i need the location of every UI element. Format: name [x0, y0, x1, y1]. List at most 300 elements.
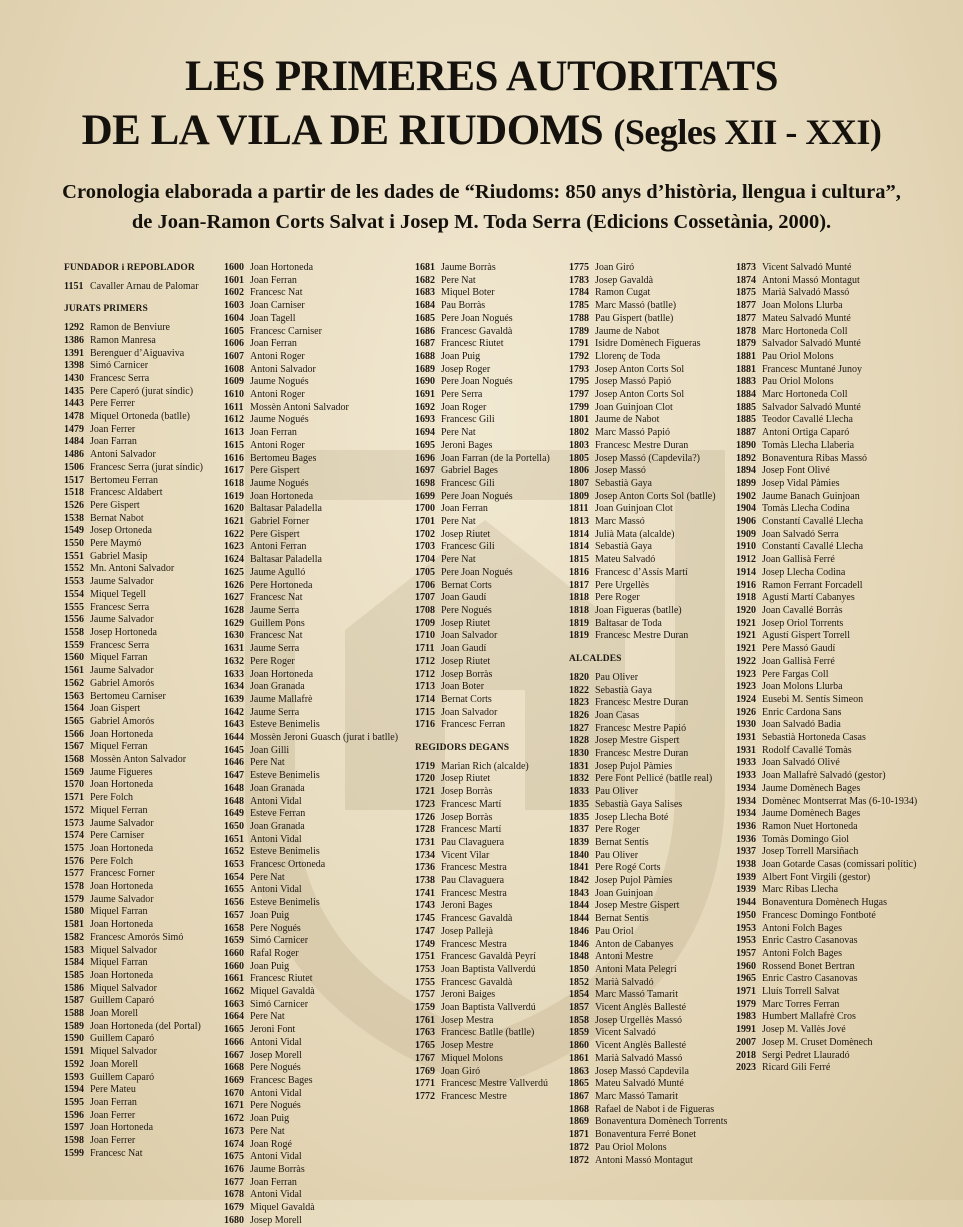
entry-year: 1983 [736, 1011, 756, 1023]
list-item [569, 989, 734, 1002]
entry-name: Joan Morell [90, 1058, 139, 1070]
list-item [736, 859, 936, 872]
list-item [415, 786, 570, 799]
entry-year: 1771 [415, 1078, 435, 1090]
entry-year: 1625 [224, 566, 244, 578]
entry-year: 1585 [64, 969, 84, 981]
entry-year: 1622 [224, 528, 244, 540]
entry-name: Antoni Ortiga Caparó [762, 427, 850, 439]
list-item [64, 894, 222, 907]
entry-name: Josep M. Vallès Jové [762, 1024, 846, 1036]
entry-name: Joan Gispert [90, 703, 141, 715]
entry-year: 1784 [569, 287, 589, 299]
entry-name: Joan Hortoneda [90, 842, 154, 854]
list-item [415, 719, 570, 732]
entry-name: Jaume Figueres [90, 766, 153, 778]
list-item [224, 516, 410, 529]
entry-year: 1579 [64, 893, 84, 905]
list-item [64, 424, 222, 437]
list-item [569, 389, 734, 402]
entry-year: 1685 [415, 312, 435, 324]
list-item [224, 1139, 410, 1152]
entry-year: 1749 [415, 938, 435, 950]
list-item [569, 1040, 734, 1053]
entry-year: 1759 [415, 1002, 435, 1014]
entry-name: Joan Ferran [250, 274, 297, 286]
entry-name: Francesc Gavaldà [441, 976, 513, 988]
entry-year: 1607 [224, 350, 244, 362]
entry-year: 1817 [569, 579, 589, 591]
entry-year: 1930 [736, 719, 756, 731]
list-item [569, 313, 734, 326]
entry-year: 1767 [415, 1052, 435, 1064]
entry-name: Miquel Gavaldà [250, 1202, 315, 1214]
entry-name: Francesc Mestra [441, 862, 507, 874]
list-item [569, 697, 734, 710]
list-item [736, 491, 936, 504]
list-item [224, 1088, 410, 1101]
entry-year: 1654 [224, 871, 244, 883]
entry-year: 1588 [64, 1008, 84, 1020]
entry-name: Bernat Corts [441, 693, 492, 705]
entry-year: 1921 [736, 643, 756, 655]
list-item [64, 983, 222, 996]
entry-name: Francesc Riutet [250, 973, 313, 985]
entry-year: 1887 [736, 427, 756, 439]
entry-year: 1663 [224, 998, 244, 1010]
list-item [736, 389, 936, 402]
entry-name: Pere Mateu [90, 1084, 136, 1096]
entry-year: 1603 [224, 300, 244, 312]
list-item [224, 935, 410, 948]
list-item [569, 326, 734, 339]
column-1 [64, 262, 222, 1161]
entry-year: 1835 [569, 798, 589, 810]
list-item [569, 300, 734, 313]
list-item [736, 630, 936, 643]
entry-year: 1852 [569, 976, 589, 988]
entry-name: Marc Massó Tamarit [595, 1091, 678, 1102]
list-item [64, 995, 222, 1008]
entry-year: 1814 [569, 528, 589, 540]
entry-year: 1574 [64, 830, 84, 842]
list-item [224, 287, 410, 300]
list-item [64, 1033, 222, 1046]
entry-year: 1716 [415, 719, 435, 731]
entry-year: 1632 [224, 655, 244, 667]
title-line-2 [0, 106, 963, 155]
entry-name: Joan Rogé [250, 1138, 292, 1150]
entry-name: Tomàs Llecha Llaberia [762, 439, 855, 451]
entry-year: 1822 [569, 684, 589, 696]
list-item [415, 643, 570, 656]
list-item [224, 338, 410, 351]
column-4 [569, 262, 734, 1167]
list-item [64, 525, 222, 538]
entry-name: Pere Gispert [250, 465, 300, 477]
list-item [64, 513, 222, 526]
entry-year: 1558 [64, 626, 84, 638]
list-item [736, 338, 936, 351]
entry-name: Joan Granada [250, 820, 305, 832]
entry-name: Francesc Mestre [441, 1091, 507, 1102]
list-item [415, 516, 570, 529]
entry-year: 1398 [64, 360, 84, 372]
entry-name: Bonaventura Ribas Massó [762, 452, 867, 464]
entry-name: Francesc Riutet [441, 338, 504, 350]
entry-year: 1624 [224, 554, 244, 566]
list-item [224, 414, 410, 427]
entry-year: 1757 [415, 989, 435, 1001]
list-item [64, 703, 222, 716]
entry-name: Joan Giró [441, 1065, 481, 1077]
entry-name: Jaume Mallafrè [250, 693, 313, 705]
list-item [64, 1059, 222, 1072]
list-item [224, 554, 410, 567]
entry-year: 1600 [224, 262, 244, 273]
entry-name: Esteve Benimelis [250, 770, 320, 782]
entry-name: Joan Mallafrè Salvadó (gestor) [762, 770, 886, 782]
entry-year: 1846 [569, 938, 589, 950]
entry-name: Josep Urgellès Massó [595, 1014, 683, 1026]
entry-name: Marià Salvadó [595, 976, 654, 988]
entry-year: 1694 [415, 427, 435, 439]
entry-year: 1567 [64, 741, 84, 753]
entry-name: Joan Casas [595, 709, 640, 721]
entry-name: Joan Roger [441, 401, 487, 413]
entry-year: 1686 [415, 325, 435, 337]
entry-name: Joan Gilli [250, 744, 290, 756]
entry-name: Francesc Amorós Simó [90, 931, 184, 943]
list-item [224, 351, 410, 364]
entry-year: 1710 [415, 630, 435, 642]
entry-year: 1799 [569, 401, 589, 413]
entry-name: Sergi Pedret Llauradó [762, 1049, 850, 1061]
list-item [64, 449, 222, 462]
entry-name: Mossèn Anton Salvador [90, 754, 187, 766]
list-item [736, 796, 936, 809]
list-item [736, 923, 936, 936]
list-item [224, 618, 410, 631]
entry-year: 1846 [569, 925, 589, 937]
entry-year: 1920 [736, 604, 756, 616]
entry-name: Pere Nogués [250, 1062, 301, 1074]
entry-name: Antoni Massó Montagut [595, 1154, 693, 1166]
entry-year: 1863 [569, 1065, 589, 1077]
list-item [415, 1027, 570, 1040]
entry-name: Francesc Mestre Duran [595, 748, 689, 760]
entry-name: Jaume Salvador [90, 614, 154, 626]
entry-name: Ramon Manresa [90, 334, 156, 346]
column-2 [224, 262, 410, 1227]
list-item [415, 618, 570, 631]
entry-year: 1658 [224, 922, 244, 934]
entry-year: 1559 [64, 639, 84, 651]
entry-year: 1691 [415, 389, 435, 401]
entry-name: Miquel Farran [90, 906, 148, 918]
entry-name: Joan Baptista Vallverdú [441, 1002, 536, 1014]
entry-name: Antoni Roger [250, 439, 305, 451]
list-item [736, 326, 936, 339]
list-item [415, 694, 570, 707]
entry-name: Rafael de Nabot i de Figueras [595, 1103, 715, 1115]
entry-year: 1841 [569, 862, 589, 874]
entry-year: 1661 [224, 973, 244, 985]
entry-year: 1620 [224, 503, 244, 515]
list-item [415, 850, 570, 863]
list-item [415, 681, 570, 694]
list-item [569, 592, 734, 605]
entry-name: Marian Rich (alcalde) [441, 760, 529, 772]
list-item [569, 862, 734, 875]
entry-name: Ramon Nuet Hortoneda [762, 820, 858, 832]
entry-year: 1646 [224, 757, 244, 769]
list-item [569, 1027, 734, 1040]
entry-year: 1634 [224, 681, 244, 693]
entry-year: 1872 [569, 1154, 589, 1166]
entry-name: Antoni Vidal [250, 1151, 302, 1163]
list-item [736, 948, 936, 961]
entry-name: Enric Castro Casanovas [762, 973, 858, 985]
entry-name: Gabriel Bages [441, 465, 498, 477]
entry-year: 1765 [415, 1040, 435, 1052]
entry-year: 1616 [224, 452, 244, 464]
list-item [415, 913, 570, 926]
entry-name: Josep Massó Capdevila [595, 1065, 689, 1077]
entry-year: 1885 [736, 401, 756, 413]
entry-year: 1711 [415, 643, 435, 655]
list-item [736, 643, 936, 656]
list-item [415, 580, 570, 593]
list-item [736, 872, 936, 885]
entry-year: 1823 [569, 697, 589, 709]
list-item [736, 554, 936, 567]
list-item [64, 640, 222, 653]
entry-year: 1597 [64, 1122, 84, 1134]
entry-year: 1916 [736, 579, 756, 591]
entry-name: Pere Nat [441, 274, 476, 286]
list-item [224, 783, 410, 796]
list-item [736, 287, 936, 300]
entry-name: Bonaventura Domènech Torrents [595, 1116, 728, 1128]
entry-name: Antoni Salvador [250, 363, 316, 375]
list-item [569, 1142, 734, 1155]
entry-name: Bernat Sentís [595, 836, 649, 848]
list-item [415, 567, 570, 580]
entry-name: Antoni Roger [250, 350, 305, 362]
entry-name: Josep Pallejà [441, 925, 493, 937]
entry-year: 1835 [569, 811, 589, 823]
list-item [64, 805, 222, 818]
entry-year: 1678 [224, 1189, 244, 1201]
entry-year: 1944 [736, 897, 756, 909]
entry-year: 1828 [569, 735, 589, 747]
entry-year: 1582 [64, 931, 84, 943]
list-item [569, 875, 734, 888]
entry-name: Jaume Domènech Bages [762, 808, 861, 820]
entry-name: Pere Gispert [250, 528, 300, 540]
entry-year: 2007 [736, 1036, 756, 1048]
list-item [64, 919, 222, 932]
entry-year: 2023 [736, 1062, 756, 1074]
entry-name: Joan Ferrer [90, 1135, 136, 1147]
entry-year: 1670 [224, 1087, 244, 1099]
list-item [736, 770, 936, 783]
list-item [569, 837, 734, 850]
list-item [569, 440, 734, 453]
entry-name: Josep Torrell Marsiñach [762, 846, 859, 858]
list-item [569, 618, 734, 631]
entry-year: 1613 [224, 427, 244, 439]
list-item [736, 973, 936, 986]
entry-name: Jaume Borràs [250, 1163, 305, 1175]
entry-name: Francesc Gavaldà [441, 325, 513, 337]
entry-name: Marc Torres Ferran [762, 998, 840, 1010]
entry-name: Pere Urgellès [595, 579, 649, 591]
entry-name: Francesc Gavaldà [441, 913, 513, 925]
entry-year: 1785 [569, 300, 589, 312]
entry-name: Mateu Salvadó Munté [595, 1078, 684, 1090]
entry-name: Josep Gavaldà [595, 274, 654, 286]
list-item [415, 364, 570, 377]
entry-name: Marc Massó [595, 516, 645, 528]
entry-year: 1560 [64, 652, 84, 664]
entry-name: Joan Baptista Vallverdú [441, 963, 536, 975]
entry-year: 1695 [415, 439, 435, 451]
entry-name: Lluís Torrell Salvat [762, 986, 840, 998]
entry-year: 1931 [736, 732, 756, 744]
entry-name: Jeroni Font [250, 1024, 296, 1036]
entry-year: 1611 [224, 401, 244, 413]
entry-name: Joan Granada [250, 681, 305, 693]
entry-year: 1934 [736, 808, 756, 820]
entry-name: Josep Ortoneda [90, 525, 152, 537]
list-item [64, 754, 222, 767]
list-item [736, 757, 936, 770]
entry-name: Esteve Benimelis [250, 846, 320, 858]
list-item [569, 1155, 734, 1168]
list-item [736, 516, 936, 529]
list-item [736, 300, 936, 313]
entry-name: Pere Massó Gaudí [762, 643, 836, 655]
list-item [736, 783, 936, 796]
entry-year: 1953 [736, 922, 756, 934]
entry-year: 1681 [415, 262, 435, 273]
list-item [64, 1135, 222, 1148]
entry-name: Pere Maymó [90, 538, 142, 550]
entry-year: 1826 [569, 709, 589, 721]
entry-name: Bernat Corts [441, 579, 492, 591]
entry-year: 1857 [569, 1002, 589, 1014]
list-item [224, 694, 410, 707]
list-item [224, 884, 410, 897]
list-item [415, 465, 570, 478]
entry-name: Pere Joan Nogués [441, 376, 513, 388]
entry-name: Francesc Serra [90, 372, 150, 384]
list-item [64, 906, 222, 919]
list-item [415, 964, 570, 977]
entry-year: 1561 [64, 665, 84, 677]
entry-name: Pau Clavaguera [441, 875, 505, 887]
entry-year: 1633 [224, 668, 244, 680]
entry-year: 1818 [569, 592, 589, 604]
entry-name: Pere Hortoneda [250, 579, 313, 591]
list-item [224, 389, 410, 402]
entry-year: 1934 [736, 782, 756, 794]
entry-name: Pere Gispert [90, 499, 140, 511]
list-item [64, 818, 222, 831]
list-item [736, 999, 936, 1012]
list-item [415, 376, 570, 389]
entry-year: 1593 [64, 1071, 84, 1083]
entry-name: Bernat Sentís [595, 913, 649, 925]
entry-year: 1843 [569, 887, 589, 899]
list-item [415, 900, 570, 913]
entry-year: 1565 [64, 715, 84, 727]
list-item [569, 710, 734, 723]
list-item [64, 957, 222, 970]
entry-name: Joan Guinjoan [595, 887, 654, 899]
entry-name: Rafal Roger [250, 947, 299, 959]
entry-name: Antoni Massó Montagut [762, 274, 860, 286]
list-item [224, 364, 410, 377]
entry-name: Tomàs Domingo Giol [762, 833, 850, 845]
entry-name: Jaume Serra [250, 706, 300, 718]
list-item [415, 926, 570, 939]
list-item [415, 592, 570, 605]
entry-name: Joan Gallisà Ferré [762, 554, 835, 566]
entry-year: 1690 [415, 376, 435, 388]
list-item [224, 732, 410, 745]
entry-year: 1837 [569, 824, 589, 836]
entry-name: Jaume Serra [250, 604, 300, 616]
entry-year: 1801 [569, 414, 589, 426]
list-item [569, 580, 734, 593]
list-item [224, 440, 410, 453]
entry-year: 1564 [64, 703, 84, 715]
list-item [415, 541, 570, 554]
list-item [64, 487, 222, 500]
entry-name: Joan Molons Llurba [762, 681, 843, 693]
entry-year: 1570 [64, 779, 84, 791]
entry-name: Jeroni Bages [441, 900, 493, 912]
list-item [415, 478, 570, 491]
entry-name: Josep Borràs [441, 668, 493, 680]
list-item [569, 951, 734, 964]
entry-year: 1696 [415, 452, 435, 464]
entry-name: Francesc Mestre Duran [595, 439, 689, 451]
list-item [224, 796, 410, 809]
entry-year: 1936 [736, 833, 756, 845]
entry-name: Francesc d’Assís Martí [595, 566, 688, 578]
entry-name: Antoni Vidal [250, 1087, 302, 1099]
entry-year: 1698 [415, 477, 435, 489]
entry-name: Francesc Bages [250, 1075, 313, 1086]
entry-year: 1923 [736, 681, 756, 693]
entry-name: Ramon Ferrant Forcadell [762, 579, 863, 591]
entry-name: Miquel Molons [441, 1052, 503, 1064]
list-item [569, 351, 734, 364]
entry-year: 1726 [415, 811, 435, 823]
entry-name: Francesc Nat [250, 592, 303, 604]
entry-name: Miquel Ortoneda (batlle) [90, 411, 190, 423]
list-item [64, 741, 222, 754]
entry-year: 1747 [415, 925, 435, 937]
entry-year: 1566 [64, 728, 84, 740]
entry-year: 1894 [736, 465, 756, 477]
entry-name: Antoni Vidal [250, 833, 302, 845]
list-item [569, 735, 734, 748]
